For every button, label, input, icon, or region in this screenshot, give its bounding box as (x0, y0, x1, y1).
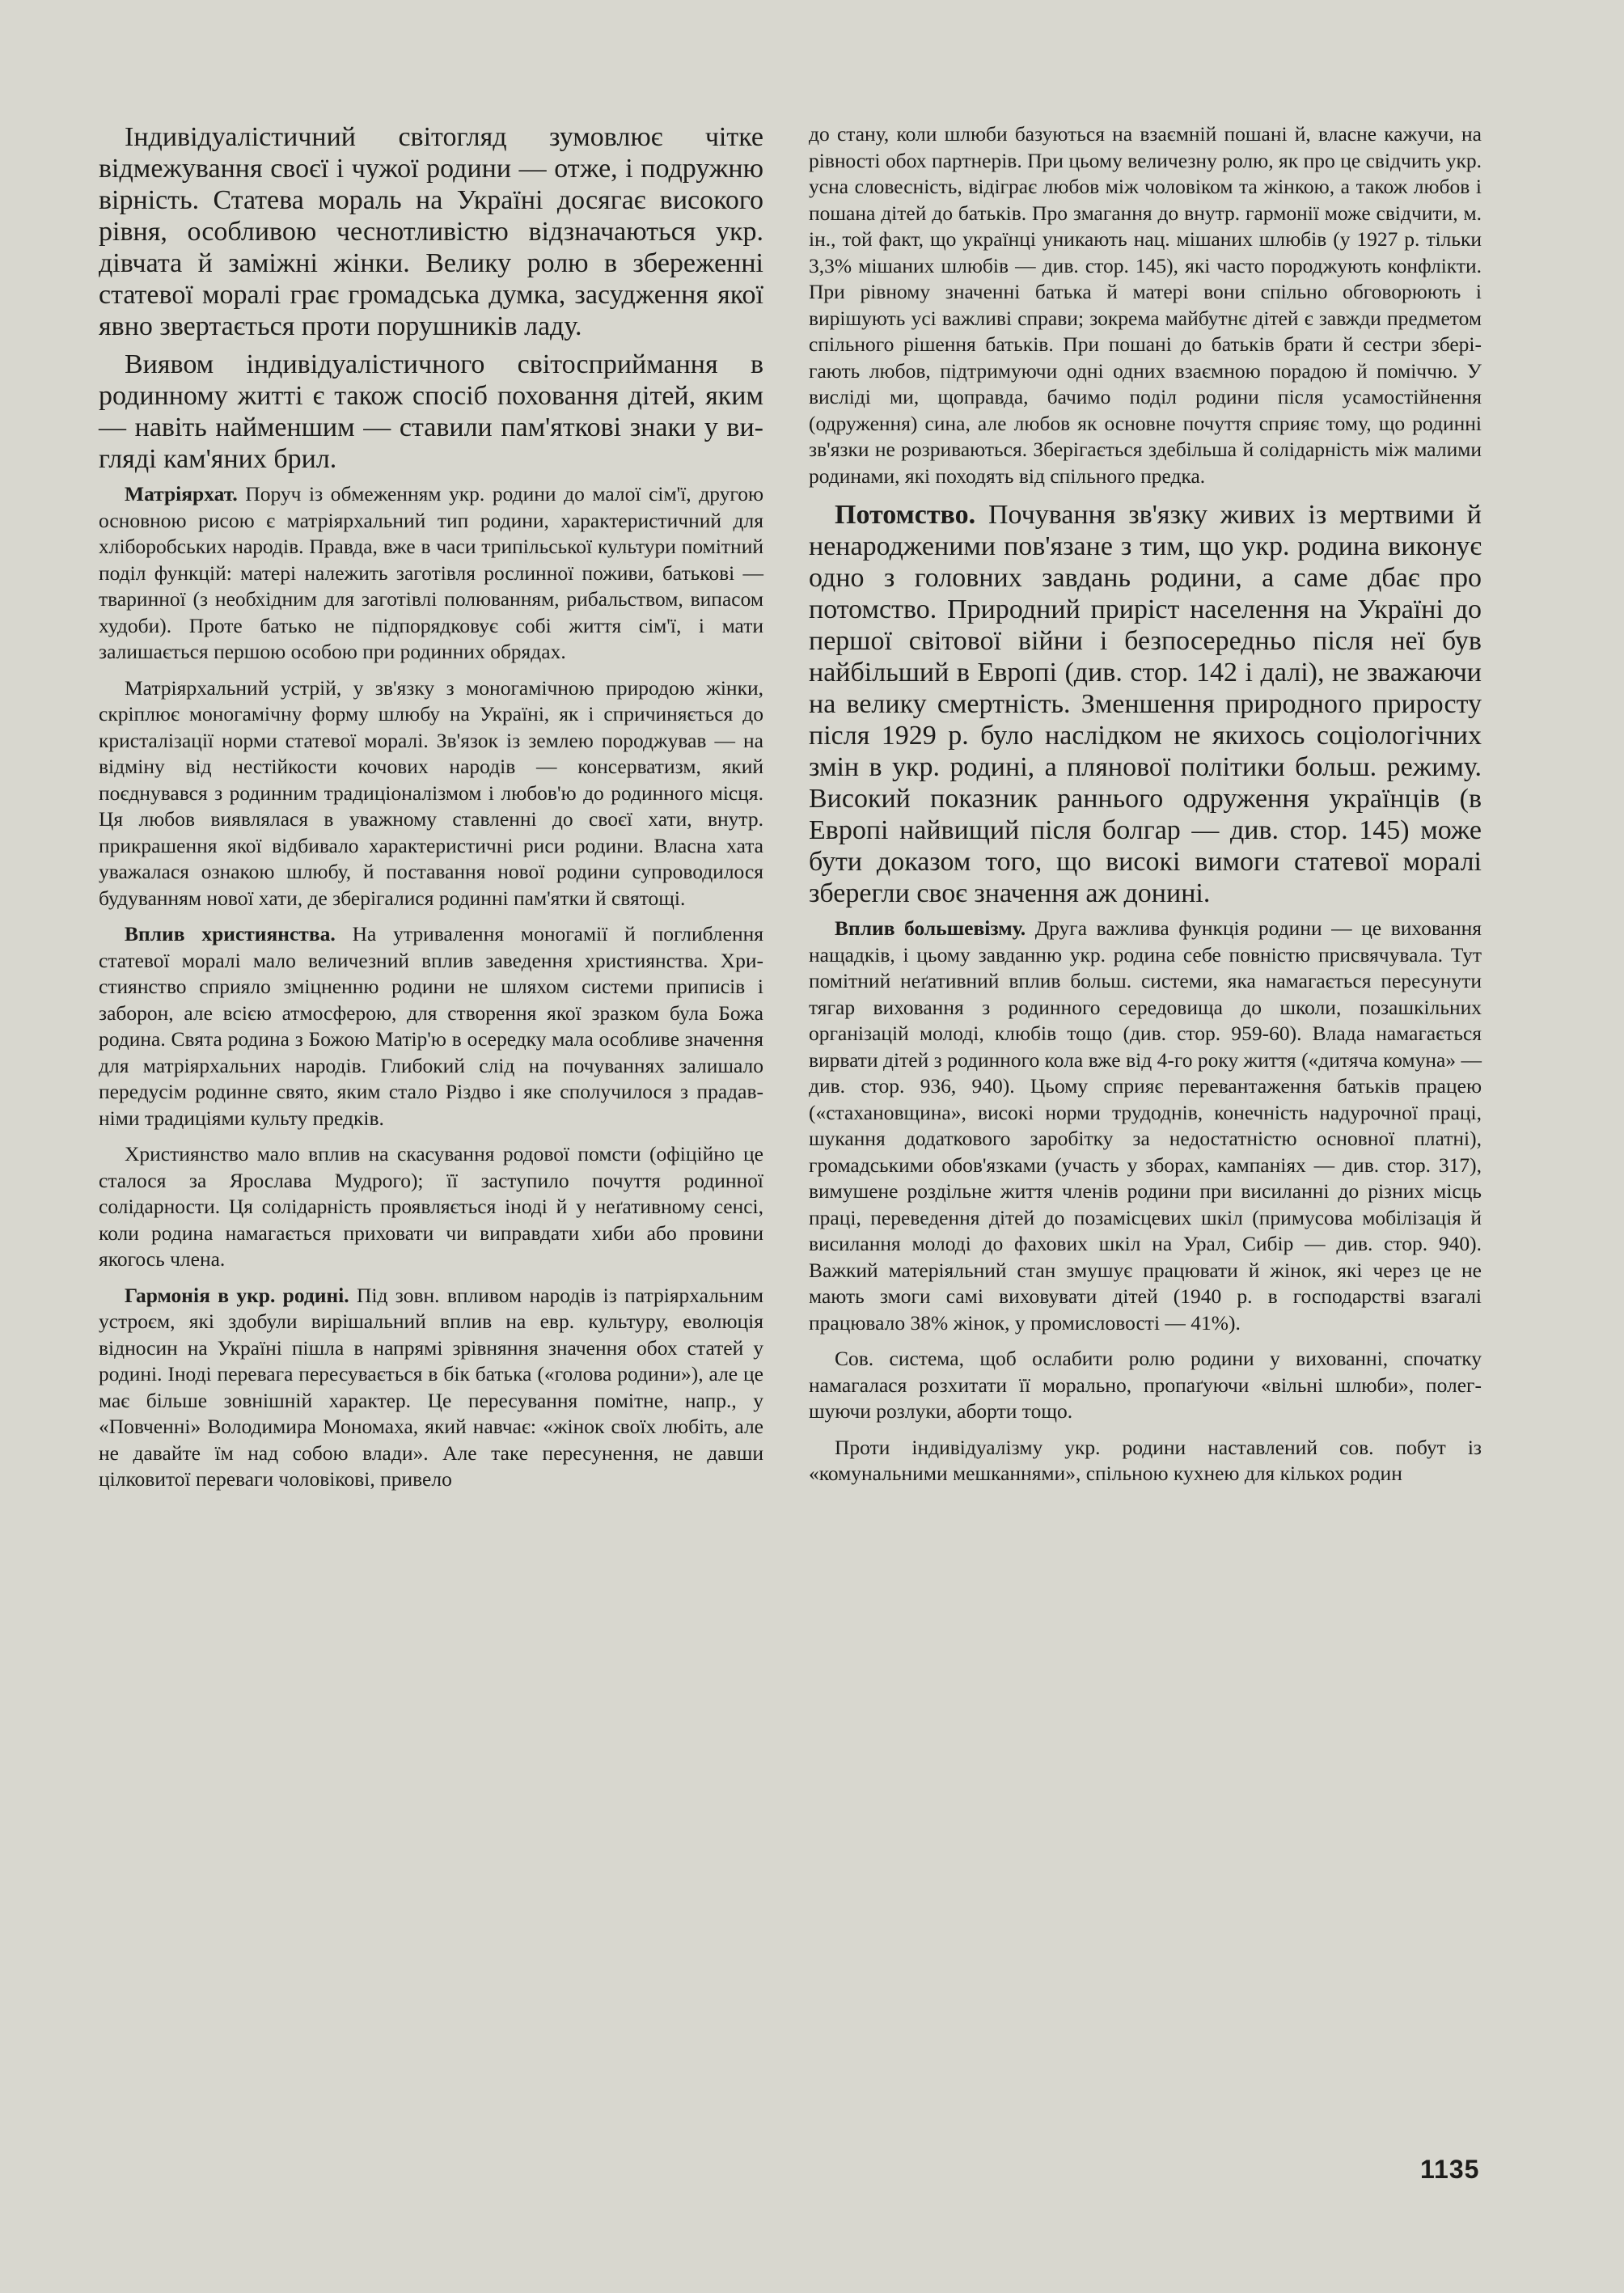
text-harmony: Під зовн. впливом народів із патріярхальним устроєм, які здобули вирішальний вплив на евр. культуру, еволюція відносин на Україні пішла в напрямі зрівняння значення обох статей у родині. Іноді перевага пересувається в бік батька («голова родини»), але це має більше зовнішній характер. Це пересування помітне, напр., у «Повченні» Володимира Мономаха, який навчає: «жінок своїх любіть, але не давайте їм над собою влади». Але таке пересунення, не давши цілковитої переваги чоловікові, привело (99, 1283, 763, 1491)
heading-christianity: Вплив християнства. (125, 922, 336, 946)
paragraph-burial: Виявом індивідуалістичного світосприймання в родинному житті є також спосіб поховання дітей, яким — навіть найменшим — ставили пам'яткові знаки у вигляді кам'яних брил. (99, 349, 763, 474)
heading-bolshevism: Вплив большевізму. (835, 916, 1026, 940)
paragraph-individualism: Індивідуалістичний світогляд зумовлює чітке відмежування своєї і чужої родини — отже, і подружню вірність. Статева мораль на Україні досягає високого рівня, особливою чеснотливістю відзначаються укр. дівчата й заміжні жінки. Велику ролю в збереженні статевої моралі грає громадська думка, засудження якої явно звертається проти порушників ладу. (99, 122, 763, 341)
paragraph-matriarchy (99, 481, 763, 666)
paragraph-bolshevism (809, 916, 1482, 1336)
right-column (809, 121, 1482, 1497)
page-number: 1135 (1420, 2155, 1480, 2184)
left-column (99, 121, 763, 1503)
paragraph-soviet-life: Проти індивідуалізму укр. родини наставлений сов. побут із «комунальними мешканнями», спільною кухнею для кількох родин (809, 1435, 1482, 1485)
paragraph-harmony (99, 1283, 763, 1493)
text-matriarchy: Поруч із обмеженням укр. родини до малої сім'ї, другою основною рисою є матріярхальний тип родини, характеристичний для хліборобських народів. Правда, вже в часи трипільської культури помітний поділ функцій: матері належить заготівля рослинної поживи, батькові — тваринної (з необхідним для заготівлі полюванням, рибальством, випасом худоби). Проте батько не підпорядковує собі життя сім'ї, і мати залишається першою особою при родинних обрядах. (99, 482, 763, 663)
heading-matriarchy: Матріярхат. (125, 482, 238, 506)
paragraph-soviet-system: Сов. система, щоб ослабити ролю родини у вихованні, спочатку намагалася розхитати її морально, пропаґуючи «вільні шлюби», полегшуючи розлуки, аборти тощо. (809, 1347, 1482, 1423)
paragraph-offspring (809, 499, 1482, 909)
heading-offspring: Потомство. (835, 500, 976, 530)
paragraph-solidarity: Християнство мало вплив на скасування родової помсти (офіційно це сталося за Ярослава Мудрого); її заступило почуття родинної солідарности. Ця солідарність проявляється іноді й у неґативному сенсі, коли родина намагається приховати чи виправдати хиби або провини якогось члена. (99, 1142, 763, 1271)
paragraph-harmony-continued: до стану, коли шлюби базуються на взаємній пошані й, власне кажучи, на рівності обох партнерів. При цьому величезну ролю, як про це свідчить укр. усна словесність, відіграє любов між чоловіком та жінкою, а також любов і пошана дітей до батьків. Про змагання до внутр. гармонії може свідчити, м. ін., той факт, що українці уникають нац. мішаних шлюбів (у 1927 р. тільки 3,3% мішаних шлюбів — див. стор. 145), які часто породжують конфлікти. При рівному значенні батька й матері вони спільно обговорюють і вирішують усі важливі справи; зокрема майбутнє дітей є завжди предметом спільного рішення батьків. При пошані до батьків брати й сестри зберігають любов, підтримуючи одні одних взаємною порадою й поміччю. У висліді ми, щоправда, бачимо поділ родини після усамостійнення (одруження) сина, але любов як основне почуття сприяє тому, що родинні зв'язки не розриваються. Зберігається здебільша й солідарність між малими родинами, які походять від спільного предка. (809, 122, 1482, 488)
text-offspring: Почування зв'язку живих із мертвими й ненародженими пов'язане з тим, що укр. родина виконує одно з головних завдань родини, а саме дбає про потомство. Природний приріст населення на Україні до першої світової війни і безпосередньо після неї був найбільший в Европі (див. стор. 142 і далі), не зважаючи на велику смертність. Зменшення природного приросту після 1929 р. було наслідком не якихось соціологічних змін в укр. родині, а плянової політики больш. режиму. Високий показник раннього одруження українців (в Европі найвищий після болгар — див. стор. 145) може бути доказом того, що високі вимоги статевої моралі зберегли своє значення аж донині. (809, 500, 1482, 908)
paragraph-matriarchal-order: Матріярхальний устрій, у зв'язку з моногамічною природою жінки, скріплює моногамічну форму шлюбу на Україні, як і спричиняється до кристалізації норми статевої моралі. Зв'язок із землею породжував — на відміну від нестійкости кочових народів — консерватизм, який поєднувався з родинним традиціоналізмом і любов'ю до родинного місця. Ця любов виявлялася в уважному ставленні до своєї хати, внутр. прикрашення якої відбивало характеристичні риси родини. Власна хата уважалася ознакою шлюбу, й поставання нової родини супроводилося будуванням нової хати, де зберігалися родинні пам'ятки й святощі. (99, 675, 763, 910)
text-bolshevism: Друга важлива функція родини — це виховання нащадків, і цьому завданню укр. родина себе повністю присвячувала. Тут помітний неґативний вплив больш. системи, яка намагається пересунути тягар виховання з родинного середовища до школи, позашкільних організацій молоді, клюбів тощо (див. стор. 959-60). Влада намагається вирвати дітей з родинного кола вже від 4-го року життя («дитяча комуна» — див. стор. 936, 940). Цьому сприяє перевантаження батьків працею («стахановщина», високі норми трудоднів, конечність надурочної праці, шукання додаткового заробітку за недостатністю основної платні), громадськими обов'язками (участь у зборах, кампаніях — див. стор. 317), вимушене роздільне життя членів родини при висиланні до різних місць праці, переведення дітей до позамісцевих шкіл (примусова мобілізація й висилання молоді до фахових шкіл на Урал, Сибір — див. стор. 940). Важкий матеріяльний стан змушує працювати й жінок, які через це не мають змоги самі виховувати дітей (1940 р. в господарстві взагалі працювало 38% жінок, у промисловості — 41%). (809, 916, 1482, 1335)
heading-harmony: Гармонія в укр. родині. (125, 1283, 349, 1307)
text-christianity: На утривалення моногамії й поглиблення статевої моралі мало величезний вплив заведення християнства. Християнство сприяло зміцненню родини не шляхом системи приписів і заборон, але всією атмосферою, для створення якої зразком була Божа родина. Свята родина з Божою Матір'ю в осередку мала особливе значення для матріярхальних народів. Глибокий слід на почуваннях залишало передусім родинне свято, яким стало Різдво і яке сполучилося з прадавніми традиціями культу предків. (99, 922, 763, 1130)
paragraph-christianity (99, 921, 763, 1132)
